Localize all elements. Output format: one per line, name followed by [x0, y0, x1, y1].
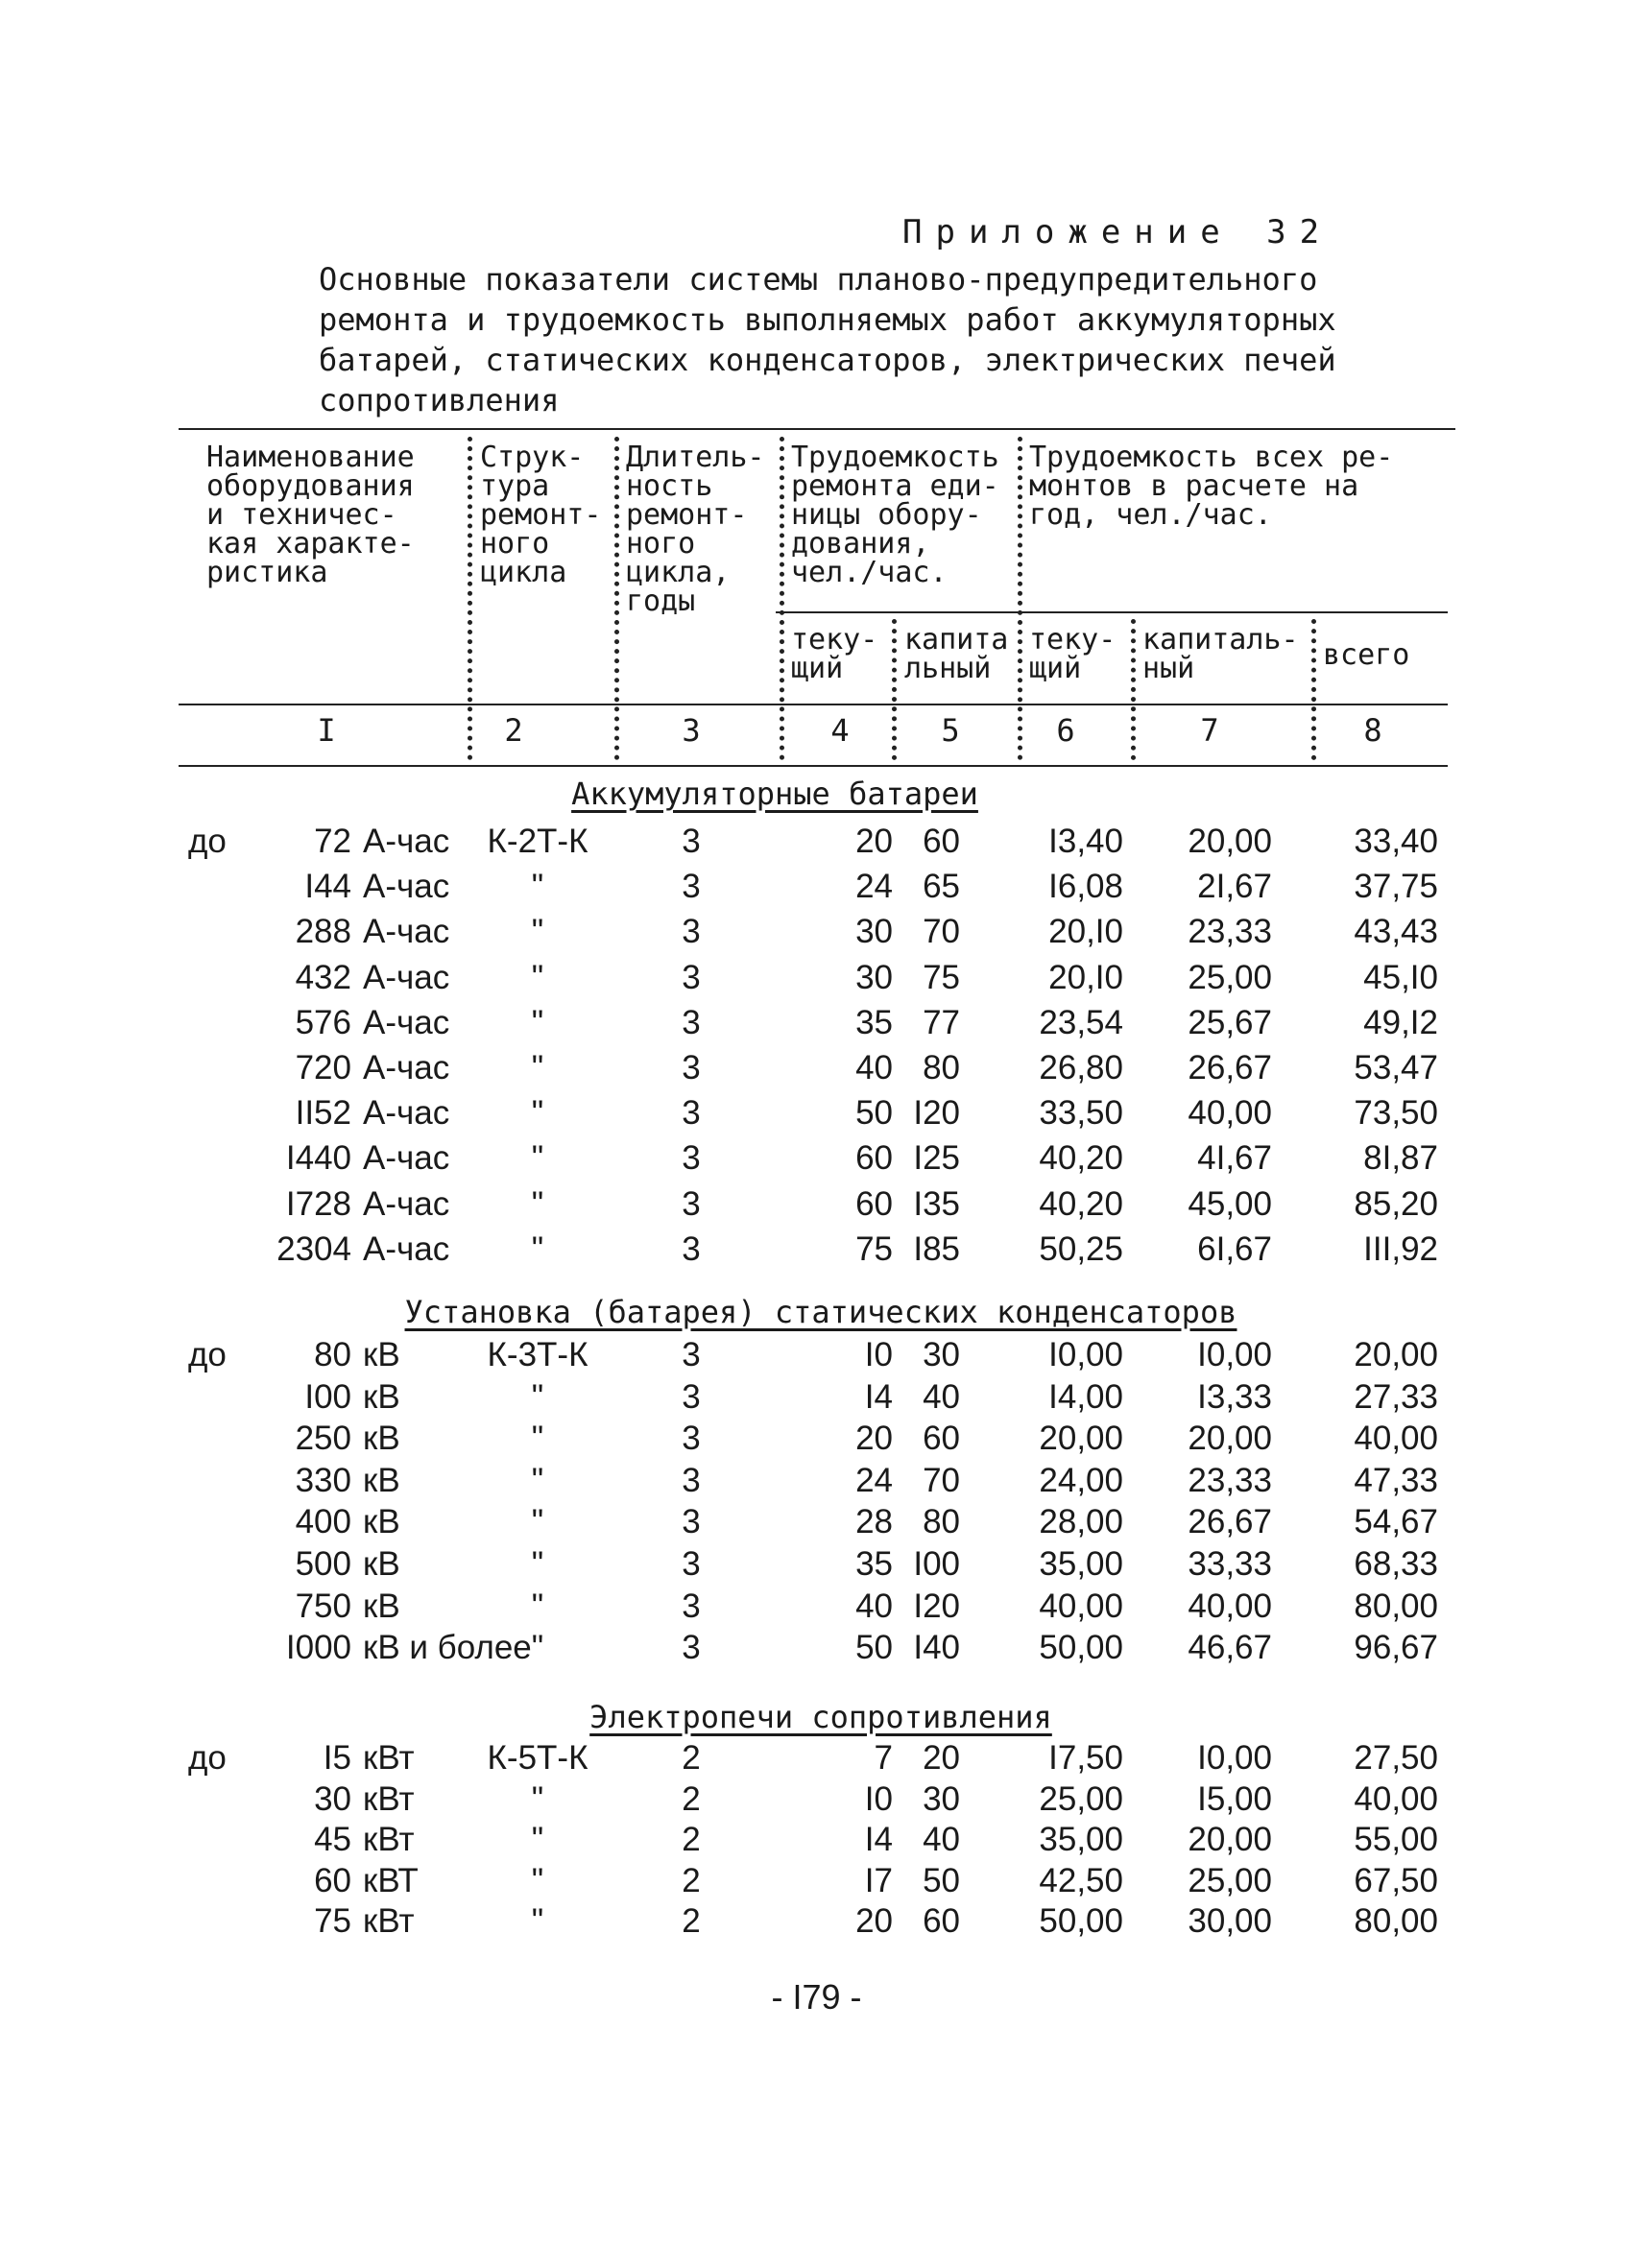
unit-current-labor: 7	[874, 1739, 893, 1777]
equipment-rating: 576	[295, 1003, 351, 1041]
annual-capital-labor: 46,67	[1188, 1629, 1272, 1667]
section-title: Электропечи сопротивления	[589, 1699, 1052, 1735]
annual-total-labor: 43,43	[1354, 913, 1438, 951]
annual-current-labor: I7,50	[1048, 1739, 1123, 1777]
annual-current-labor: 26,80	[1039, 1049, 1123, 1086]
annual-capital-labor: 23,33	[1188, 913, 1272, 951]
annual-current-labor: 25,00	[1039, 1779, 1123, 1818]
unit-current-labor: 28	[855, 1503, 893, 1541]
table-row	[0, 1004, 1633, 1046]
cycle-duration: 3	[682, 1587, 701, 1625]
header-unit-labor: Трудоемкость ремонта еди- ницы обору- дования, чел./час.	[791, 441, 999, 589]
rating-unit: кВ	[363, 1503, 400, 1541]
cycle-duration: 3	[682, 868, 701, 906]
unit-capital-labor: 20	[923, 1739, 960, 1777]
header-current-annual: теку- щий	[1029, 623, 1117, 685]
cycle-duration: 3	[682, 1336, 701, 1373]
cycle-structure: "	[531, 868, 544, 906]
annual-capital-labor: 23,33	[1188, 1461, 1272, 1499]
unit-current-labor: 30	[855, 913, 893, 951]
equipment-rating: 750	[295, 1587, 351, 1625]
unit-current-labor: 30	[855, 958, 893, 996]
unit-current-labor: I4	[864, 1377, 893, 1416]
unit-current-labor: 50	[855, 1094, 893, 1133]
rating-unit: кВ	[363, 1420, 400, 1458]
rating-unit: А-час	[363, 1003, 450, 1041]
annual-current-labor: 35,00	[1039, 1545, 1123, 1583]
unit-current-labor: 20	[855, 1902, 893, 1940]
cycle-duration: 3	[682, 1629, 701, 1667]
annual-current-labor: 50,00	[1039, 1629, 1123, 1667]
header-structure: Струк- тура ремонт- ного цикла	[480, 441, 602, 589]
row-prefix: до	[188, 1739, 227, 1777]
unit-capital-labor: 80	[923, 1049, 960, 1086]
rating-unit: А-час	[363, 868, 450, 906]
cycle-structure: "	[531, 1003, 544, 1041]
rating-unit: А-час	[363, 1229, 450, 1268]
cycle-structure: "	[531, 1049, 544, 1086]
section-title: Аккумуляторные батареи	[571, 776, 978, 812]
cycle-duration: 2	[682, 1861, 701, 1899]
col-number-2: 2	[504, 712, 523, 749]
cycle-duration: 3	[682, 958, 701, 996]
annual-total-labor: 80,00	[1354, 1587, 1438, 1625]
table-row	[0, 1739, 1633, 1781]
cycle-structure: "	[531, 1461, 544, 1499]
cycle-duration: 3	[682, 1545, 701, 1583]
rating-unit: А-час	[363, 1184, 450, 1223]
annual-total-labor: 47,33	[1354, 1461, 1438, 1499]
annual-current-labor: I4,00	[1048, 1377, 1123, 1416]
annual-capital-labor: 2I,67	[1197, 868, 1272, 906]
rating-unit: кВ	[363, 1587, 400, 1625]
annual-capital-labor: 25,00	[1188, 958, 1272, 996]
equipment-rating: I5	[323, 1739, 351, 1777]
col-number-4: 4	[830, 712, 850, 749]
unit-capital-labor: I00	[913, 1545, 960, 1583]
equipment-rating: 500	[295, 1545, 351, 1583]
annual-capital-labor: 45,00	[1188, 1184, 1272, 1223]
annual-total-labor: 96,67	[1354, 1629, 1438, 1667]
unit-capital-labor: I40	[913, 1629, 960, 1667]
equipment-rating: 30	[314, 1779, 351, 1818]
header-total: всего	[1323, 638, 1410, 672]
annual-capital-labor: I0,00	[1197, 1739, 1272, 1777]
annual-current-labor: 35,00	[1039, 1821, 1123, 1858]
rating-unit: кВт	[363, 1779, 415, 1818]
annual-capital-labor: 40,00	[1188, 1094, 1272, 1133]
cycle-structure: "	[531, 958, 544, 996]
table-row	[0, 1503, 1633, 1545]
unit-capital-labor: I25	[913, 1139, 960, 1178]
appendix-label: Приложение 32	[902, 213, 1333, 251]
unit-current-labor: 24	[855, 868, 893, 906]
unit-capital-labor: 70	[923, 1461, 960, 1499]
table-row	[0, 1336, 1633, 1378]
unit-capital-labor: 65	[923, 868, 960, 906]
table-row	[0, 1588, 1633, 1630]
table-row	[0, 868, 1633, 910]
table-row	[0, 1545, 1633, 1588]
col-divider-3	[780, 437, 784, 760]
cycle-structure: К-3Т-К	[487, 1336, 588, 1373]
annual-current-labor: 20,00	[1039, 1420, 1123, 1458]
annual-current-labor: 40,00	[1039, 1587, 1123, 1625]
equipment-rating: I44	[304, 868, 351, 906]
annual-total-labor: 8I,87	[1363, 1139, 1438, 1178]
annual-total-labor: 33,40	[1354, 823, 1438, 860]
cycle-structure: "	[531, 1377, 544, 1416]
table-row	[0, 1862, 1633, 1904]
cycle-structure: "	[531, 913, 544, 951]
annual-capital-labor: 25,00	[1188, 1861, 1272, 1899]
col-number-8: 8	[1363, 712, 1382, 749]
annual-capital-labor: 26,67	[1188, 1049, 1272, 1086]
annual-current-labor: 23,54	[1039, 1003, 1123, 1041]
rating-unit: А-час	[363, 913, 450, 951]
annual-total-labor: 54,67	[1354, 1503, 1438, 1541]
annual-capital-labor: I5,00	[1197, 1779, 1272, 1818]
unit-current-labor: 20	[855, 823, 893, 860]
unit-capital-labor: 70	[923, 913, 960, 951]
unit-current-labor: 20	[855, 1420, 893, 1458]
unit-capital-labor: I35	[913, 1184, 960, 1223]
annual-current-labor: I0,00	[1048, 1336, 1123, 1373]
cycle-duration: 3	[682, 1139, 701, 1178]
header-annual-labor: Трудоемкость всех ре- монтов в расчете на год, чел./час.	[1029, 441, 1394, 532]
unit-current-labor: 35	[855, 1003, 893, 1041]
unit-current-labor: I4	[864, 1821, 893, 1858]
table-row	[0, 1462, 1633, 1504]
table-top-rule	[179, 428, 1455, 430]
annual-capital-labor: I0,00	[1197, 1336, 1272, 1373]
equipment-rating: 330	[295, 1461, 351, 1499]
header-duration: Длитель- ность ремонт- ного цикла, годы	[626, 441, 765, 618]
annual-total-labor: 27,33	[1354, 1377, 1438, 1416]
col-divider-4	[892, 619, 897, 760]
annual-total-labor: 80,00	[1354, 1902, 1438, 1940]
cycle-duration: 3	[682, 1503, 701, 1541]
cycle-duration: 3	[682, 913, 701, 951]
col-number-7: 7	[1200, 712, 1219, 749]
equipment-rating: I728	[285, 1184, 351, 1223]
page-number: - I79 -	[771, 1977, 862, 2017]
annual-capital-labor: I3,33	[1197, 1377, 1272, 1416]
rating-unit: кВ	[363, 1461, 400, 1499]
unit-current-labor: 50	[855, 1629, 893, 1667]
cycle-duration: 3	[682, 1184, 701, 1223]
col-number-5: 5	[941, 712, 960, 749]
cycle-duration: 2	[682, 1902, 701, 1940]
document-title: Основные показатели системы планово-предупредительного ремонта и трудоемкость выполняемых работ аккумуляторных батарей, статических конденсаторов, электрических печей сопротивления	[319, 261, 1336, 418]
cycle-duration: 2	[682, 1779, 701, 1818]
table-row	[0, 823, 1633, 865]
table-row	[0, 913, 1633, 955]
cycle-structure: "	[531, 1229, 544, 1268]
numbers-bottom-rule	[179, 765, 1448, 767]
cycle-duration: 2	[682, 1821, 701, 1858]
unit-capital-labor: 60	[923, 1420, 960, 1458]
unit-capital-labor: I85	[913, 1229, 960, 1268]
cycle-structure: "	[531, 1902, 544, 1940]
unit-current-labor: 60	[855, 1139, 893, 1178]
equipment-rating: I000	[285, 1629, 351, 1667]
cycle-structure: К-5Т-К	[487, 1739, 588, 1777]
equipment-rating: 45	[314, 1821, 351, 1858]
unit-capital-labor: 60	[923, 823, 960, 860]
unit-capital-labor: 77	[923, 1003, 960, 1041]
annual-total-labor: 68,33	[1354, 1545, 1438, 1583]
annual-current-labor: 33,50	[1039, 1094, 1123, 1133]
cycle-structure: "	[531, 1139, 544, 1178]
cycle-duration: 3	[682, 1049, 701, 1086]
annual-capital-labor: 33,33	[1188, 1545, 1272, 1583]
annual-capital-labor: 40,00	[1188, 1587, 1272, 1625]
unit-current-labor: 40	[855, 1049, 893, 1086]
col-divider-2	[614, 437, 619, 760]
unit-current-labor: 24	[855, 1461, 893, 1499]
equipment-rating: 432	[295, 958, 351, 996]
rating-unit: кВ	[363, 1545, 400, 1583]
equipment-rating: I00	[304, 1377, 351, 1416]
equipment-rating: 288	[295, 913, 351, 951]
annual-capital-labor: 26,67	[1188, 1503, 1272, 1541]
cycle-structure: "	[531, 1861, 544, 1899]
header-equipment: Наименование оборудования и техничес- кая характе- ристика	[206, 441, 415, 589]
rating-unit: А-час	[363, 1139, 450, 1178]
unit-capital-labor: I20	[913, 1094, 960, 1133]
annual-total-labor: III,92	[1363, 1229, 1438, 1268]
annual-current-labor: 24,00	[1039, 1461, 1123, 1499]
unit-current-labor: 60	[855, 1184, 893, 1223]
rating-unit: кВ и более	[363, 1629, 532, 1667]
equipment-rating: 250	[295, 1420, 351, 1458]
rating-unit: кВ	[363, 1377, 400, 1416]
annual-capital-labor: 30,00	[1188, 1902, 1272, 1940]
equipment-rating: I440	[285, 1139, 351, 1178]
cycle-duration: 3	[682, 1003, 701, 1041]
annual-current-labor: 50,00	[1039, 1902, 1123, 1940]
unit-capital-labor: 30	[923, 1336, 960, 1373]
table-row	[0, 1139, 1633, 1182]
annual-total-labor: 27,50	[1354, 1739, 1438, 1777]
col-divider-5	[1018, 437, 1022, 760]
unit-capital-labor: 30	[923, 1779, 960, 1818]
annual-total-labor: 53,47	[1354, 1049, 1438, 1086]
annual-total-labor: 73,50	[1354, 1094, 1438, 1133]
annual-total-labor: 40,00	[1354, 1420, 1438, 1458]
cycle-duration: 2	[682, 1739, 701, 1777]
cycle-structure: "	[531, 1545, 544, 1583]
annual-total-labor: 45,I0	[1363, 958, 1438, 996]
unit-current-labor: I0	[864, 1779, 893, 1818]
cycle-structure: "	[531, 1629, 544, 1667]
annual-total-labor: 67,50	[1354, 1861, 1438, 1899]
equipment-rating: 72	[314, 823, 351, 860]
col-divider-7	[1311, 619, 1316, 760]
cycle-structure: "	[531, 1420, 544, 1458]
cycle-structure: "	[531, 1821, 544, 1858]
col-divider-1	[468, 437, 472, 760]
annual-total-labor: 49,I2	[1363, 1003, 1438, 1041]
table-row	[0, 1780, 1633, 1823]
annual-capital-labor: 20,00	[1188, 1420, 1272, 1458]
rating-unit: кВт	[363, 1902, 415, 1940]
annual-current-labor: 20,I0	[1048, 913, 1123, 951]
cycle-structure: "	[531, 1184, 544, 1223]
annual-capital-labor: 20,00	[1188, 1821, 1272, 1858]
unit-current-labor: 35	[855, 1545, 893, 1583]
annual-total-labor: 20,00	[1354, 1336, 1438, 1373]
equipment-rating: 720	[295, 1049, 351, 1086]
subheader-rule	[776, 611, 1448, 613]
cycle-structure: К-2Т-К	[487, 823, 588, 860]
table-row	[0, 1420, 1633, 1462]
header-bottom-rule	[179, 704, 1448, 705]
rating-unit: кВт	[363, 1821, 415, 1858]
header-capital-annual: капиталь- ный	[1142, 623, 1299, 685]
cycle-duration: 3	[682, 1461, 701, 1499]
section-title: Установка (батарея) статических конденсаторов	[404, 1294, 1237, 1330]
unit-current-labor: 40	[855, 1587, 893, 1625]
rating-unit: А-час	[363, 1049, 450, 1086]
cycle-duration: 3	[682, 1420, 701, 1458]
cycle-duration: 3	[682, 823, 701, 860]
table-row	[0, 1378, 1633, 1420]
rating-unit: А-час	[363, 1094, 450, 1133]
unit-current-labor: I0	[864, 1336, 893, 1373]
row-prefix: до	[188, 1336, 227, 1373]
unit-capital-labor: 40	[923, 1821, 960, 1858]
table-row	[0, 1629, 1633, 1671]
unit-capital-labor: 80	[923, 1503, 960, 1541]
annual-capital-labor: 6I,67	[1197, 1229, 1272, 1268]
col-number-6: 6	[1056, 712, 1075, 749]
cycle-structure: "	[531, 1587, 544, 1625]
equipment-rating: 2304	[276, 1229, 351, 1268]
annual-current-labor: 40,20	[1039, 1184, 1123, 1223]
table-row	[0, 1049, 1633, 1091]
cycle-structure: "	[531, 1779, 544, 1818]
annual-current-labor: I3,40	[1048, 823, 1123, 860]
table-row	[0, 1821, 1633, 1863]
unit-capital-labor: I20	[913, 1587, 960, 1625]
table-row	[0, 1902, 1633, 1945]
equipment-rating: 75	[314, 1902, 351, 1940]
equipment-rating: II52	[295, 1094, 351, 1133]
col-number-1: I	[317, 712, 336, 749]
cycle-duration: 3	[682, 1229, 701, 1268]
col-divider-6	[1131, 619, 1136, 760]
table-row	[0, 1185, 1633, 1228]
rating-unit: А-час	[363, 958, 450, 996]
table-row	[0, 1230, 1633, 1273]
col-number-3: 3	[682, 712, 701, 749]
table-row	[0, 959, 1633, 1001]
header-capital-unit: капита льный	[904, 623, 1009, 685]
unit-capital-labor: 75	[923, 958, 960, 996]
rating-unit: кВ	[363, 1336, 400, 1373]
annual-current-labor: 42,50	[1039, 1861, 1123, 1899]
cycle-duration: 3	[682, 1377, 701, 1416]
table-row	[0, 1094, 1633, 1136]
annual-current-labor: I6,08	[1048, 868, 1123, 906]
annual-current-labor: 20,I0	[1048, 958, 1123, 996]
unit-capital-labor: 40	[923, 1377, 960, 1416]
unit-current-labor: I7	[864, 1861, 893, 1899]
rating-unit: А-час	[363, 823, 450, 860]
annual-total-labor: 85,20	[1354, 1184, 1438, 1223]
annual-capital-labor: 4I,67	[1197, 1139, 1272, 1178]
annual-capital-labor: 20,00	[1188, 823, 1272, 860]
unit-current-labor: 75	[855, 1229, 893, 1268]
cycle-structure: "	[531, 1503, 544, 1541]
equipment-rating: 80	[314, 1336, 351, 1373]
equipment-rating: 400	[295, 1503, 351, 1541]
equipment-rating: 60	[314, 1861, 351, 1899]
cycle-duration: 3	[682, 1094, 701, 1133]
unit-capital-labor: 60	[923, 1902, 960, 1940]
annual-total-labor: 37,75	[1354, 868, 1438, 906]
annual-current-labor: 28,00	[1039, 1503, 1123, 1541]
header-current-unit: теку- щий	[791, 623, 878, 685]
annual-current-labor: 40,20	[1039, 1139, 1123, 1178]
annual-total-labor: 55,00	[1354, 1821, 1438, 1858]
cycle-structure: "	[531, 1094, 544, 1133]
rating-unit: кВТ	[363, 1861, 419, 1899]
annual-total-labor: 40,00	[1354, 1779, 1438, 1818]
rating-unit: кВт	[363, 1739, 415, 1777]
unit-capital-labor: 50	[923, 1861, 960, 1899]
annual-current-labor: 50,25	[1039, 1229, 1123, 1268]
row-prefix: до	[188, 823, 227, 860]
annual-capital-labor: 25,67	[1188, 1003, 1272, 1041]
